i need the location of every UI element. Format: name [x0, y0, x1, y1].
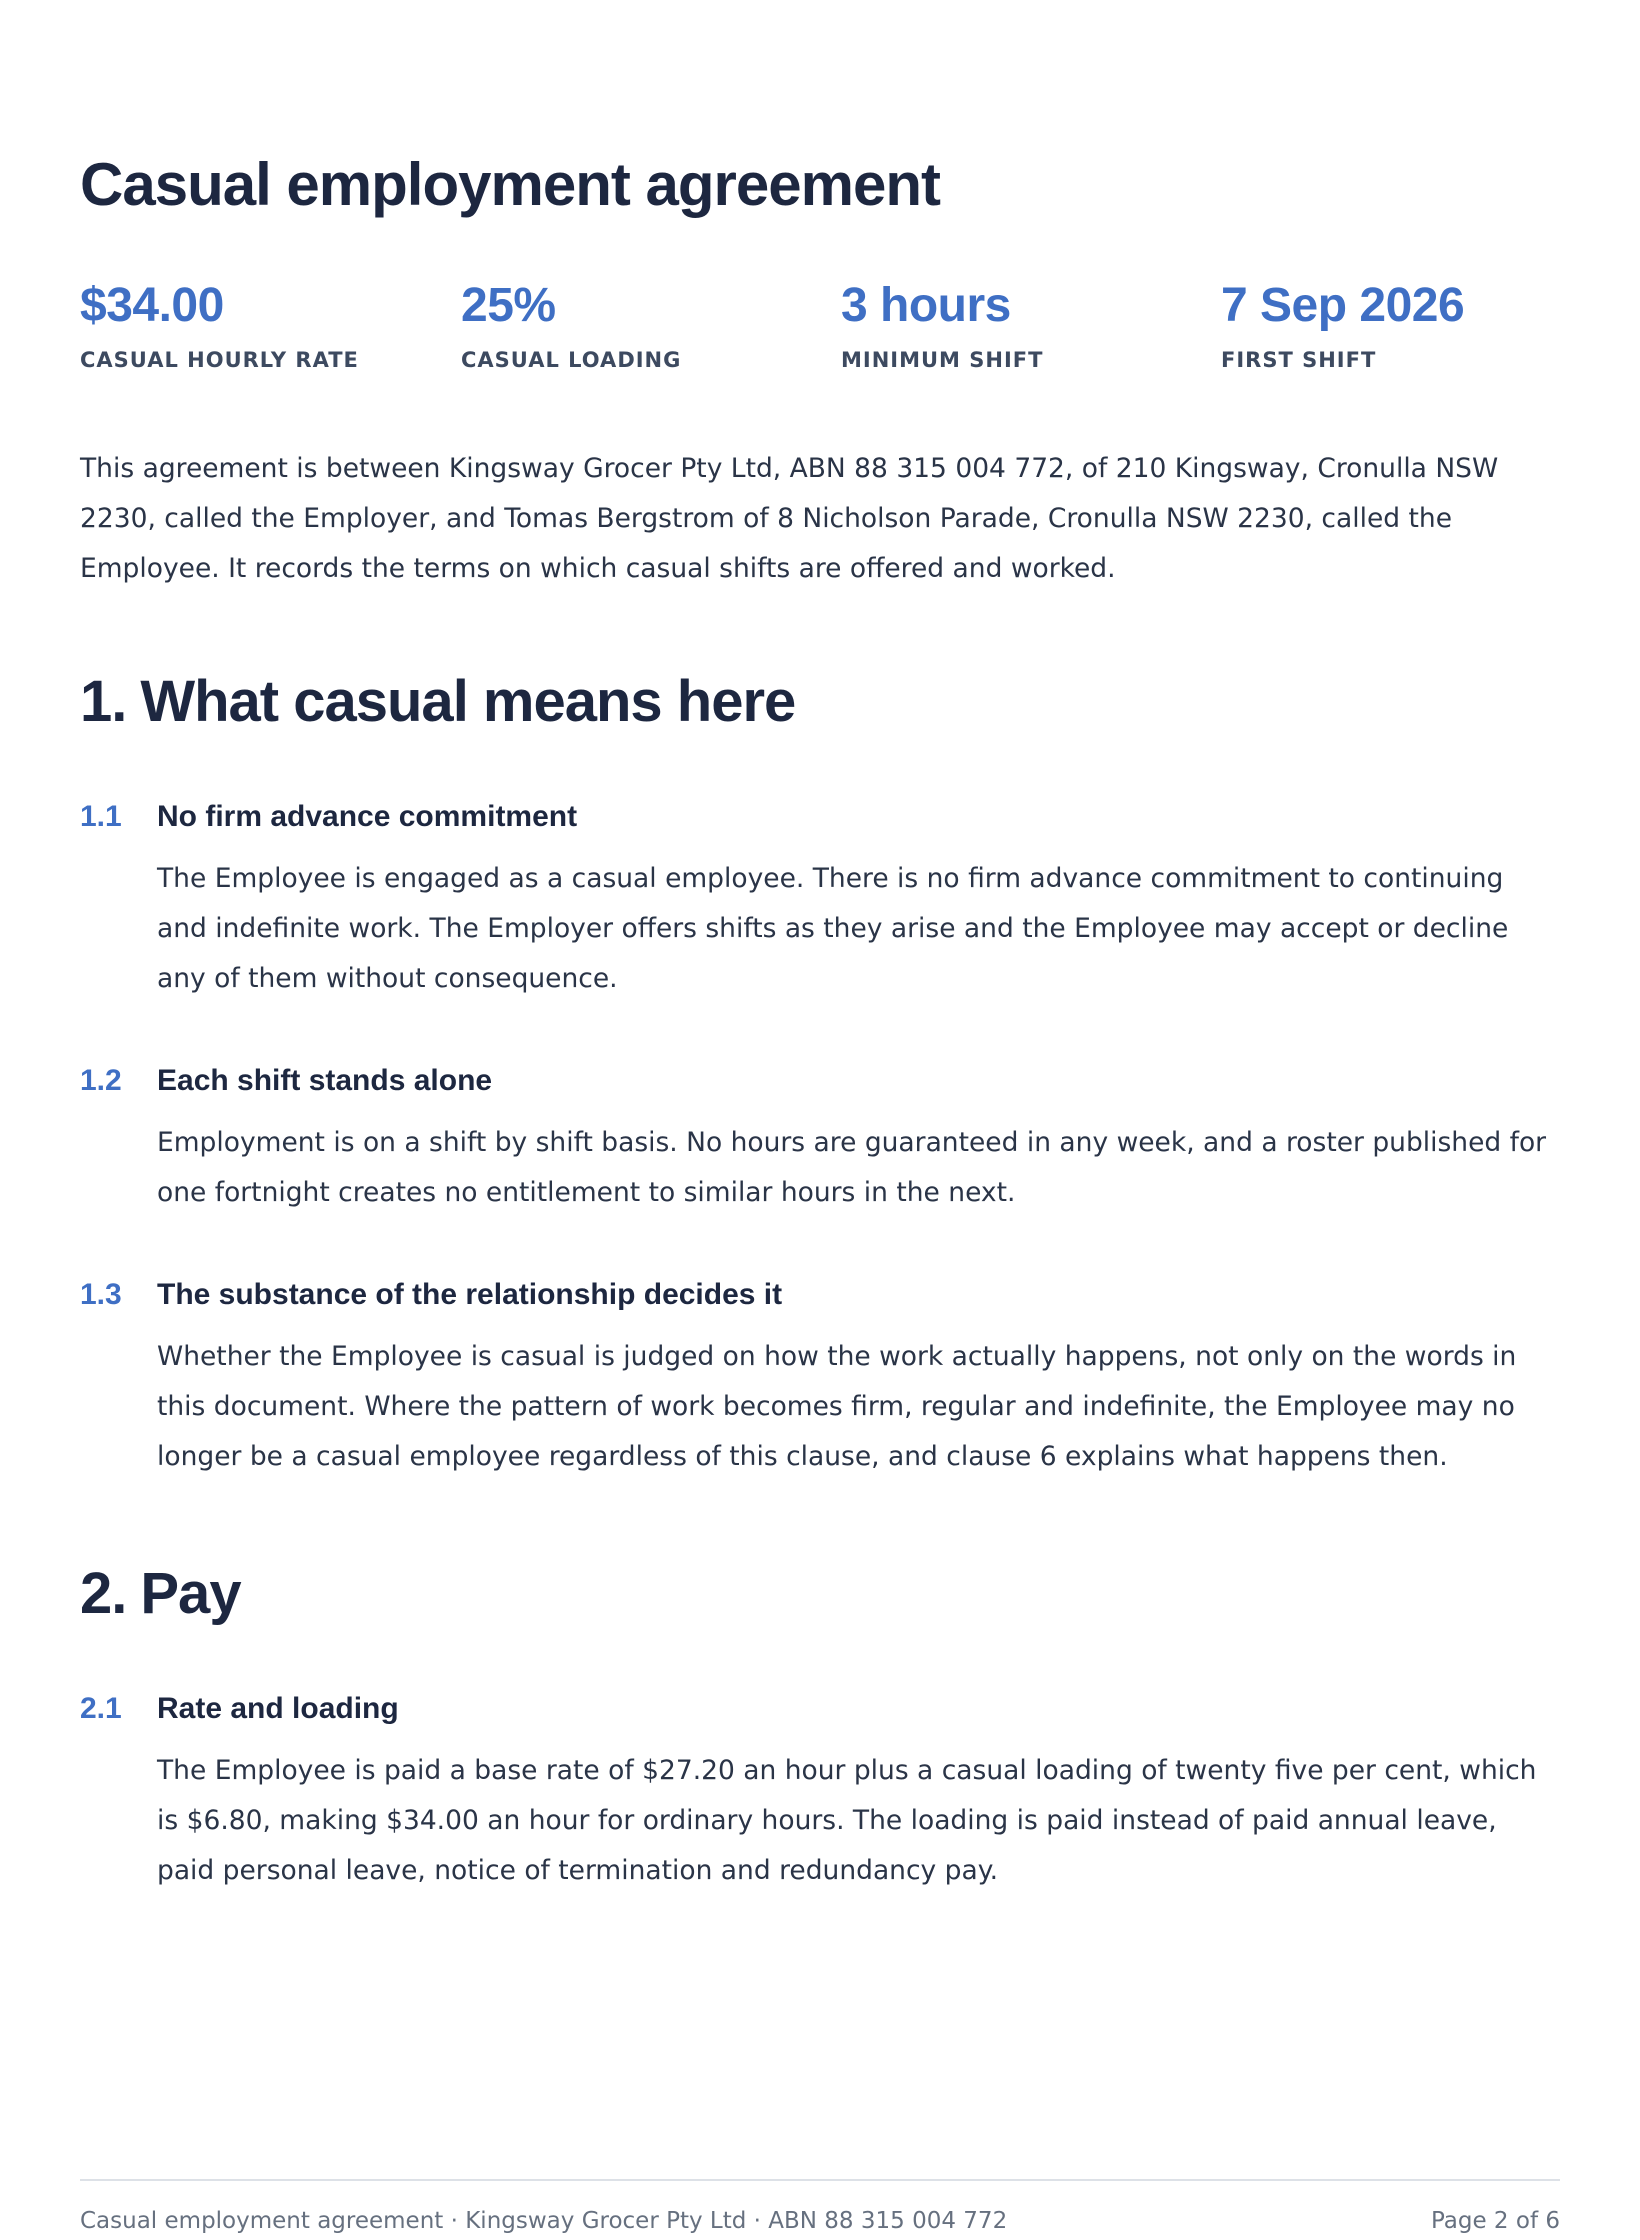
- clause-heading: [80, 800, 1560, 840]
- clause-1-1: [80, 800, 1560, 1004]
- stat-label: MINIMUM SHIFT: [841, 348, 1044, 372]
- stat-label: CASUAL HOURLY RATE: [80, 348, 359, 372]
- key-terms-summary: [80, 278, 1560, 378]
- document-page: [80, 0, 1560, 2240]
- stat-hourly-rate: [80, 278, 450, 372]
- page-number: Page 2 of 6: [1430, 2208, 1560, 2234]
- clause-body: The Employee is paid a base rate of $27.20 an hour plus a casual loading of twenty five per cent, which is $6.80, making $34.00 an hour for ordinary hours. The loading is paid instead of paid annual leave, paid personal leave, notice of termination and redundancy pay.: [157, 1755, 1537, 1886]
- clause-number: 1.3: [80, 1278, 122, 1311]
- clause-body: Whether the Employee is casual is judged on how the work actually happens, not only on the words in this document. Where the pattern of work becomes firm, regular and indefinite, the Employee may no longer be a casual employee regardless of this clause, and clause 6 explains what happens then.: [157, 1341, 1517, 1472]
- clause-number: 1.2: [80, 1064, 122, 1097]
- clause-title: Rate and loading: [157, 1692, 399, 1725]
- section-number: 2.: [80, 1561, 127, 1626]
- clause-heading: [80, 1692, 1560, 1732]
- stat-value: 25%: [461, 279, 556, 332]
- section-title: Pay: [140, 1561, 241, 1626]
- clause-title: The substance of the relationship decides it: [157, 1278, 783, 1311]
- clause-body: Employment is on a shift by shift basis. No hours are guaranteed in any week, and a roster published for one fortnight creates no entitlement to similar hours in the next.: [157, 1127, 1547, 1208]
- stat-label: CASUAL LOADING: [461, 348, 682, 372]
- clause-2-1: [80, 1692, 1560, 1896]
- clause-title: No firm advance commitment: [157, 800, 578, 833]
- clause-heading: [80, 1064, 1560, 1104]
- stat-first-shift: [1221, 278, 1591, 372]
- clause-number: 1.1: [80, 800, 122, 833]
- stat-value: $34.00: [80, 279, 224, 332]
- stat-casual-loading: [461, 278, 831, 372]
- clause-title: Each shift stands alone: [157, 1064, 493, 1097]
- stat-label: FIRST SHIFT: [1221, 348, 1377, 372]
- stat-minimum-shift: [841, 278, 1211, 372]
- clause-heading: [80, 1278, 1560, 1318]
- clause-body: The Employee is engaged as a casual employee. There is no firm advance commitment to continuing and indefinite work. The Employer offers shifts as they arise and the Employee may accept or decline any of them without consequence.: [157, 863, 1509, 994]
- intro-paragraph: This agreement is between Kingsway Grocer Pty Ltd, ABN 88 315 004 772, of 210 Kingsway, Cronulla NSW 2230, called the Employer, and Tomas Bergstrom of 8 Nicholson Parade, Cronulla NSW 2230, called the Employee. It records the terms on which casual shifts are offered and worked.: [80, 453, 1499, 584]
- section-number: 1.: [80, 669, 127, 734]
- section-title: What casual means here: [140, 669, 796, 734]
- page-title: Casual employment agreement: [80, 151, 940, 218]
- stat-value: 7 Sep 2026: [1221, 279, 1465, 332]
- stat-value: 3 hours: [841, 279, 1011, 332]
- section-heading-1: [80, 668, 795, 735]
- clause-1-3: [80, 1278, 1560, 1482]
- clause-number: 2.1: [80, 1692, 122, 1725]
- footer-document-info: Casual employment agreement · Kingsway Grocer Pty Ltd · ABN 88 315 004 772: [80, 2208, 1008, 2234]
- clause-1-2: [80, 1064, 1560, 1218]
- section-heading-2: [80, 1560, 241, 1627]
- footer-divider: [80, 2179, 1560, 2181]
